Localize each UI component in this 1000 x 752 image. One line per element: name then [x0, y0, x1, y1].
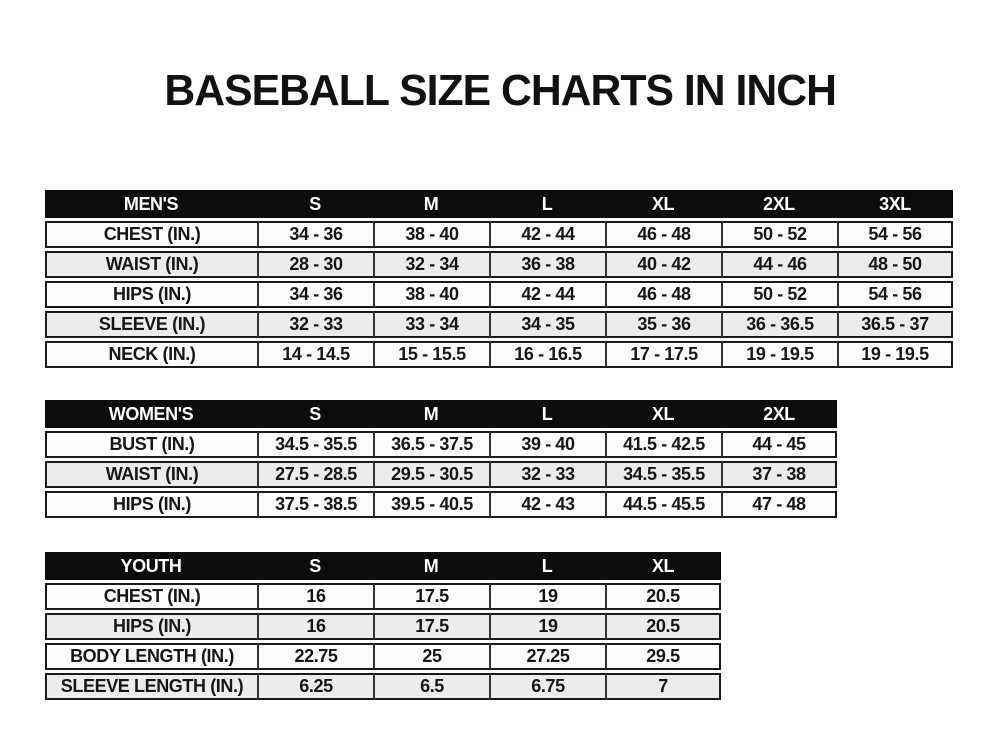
size-value: 34 - 35 [489, 311, 605, 338]
size-value: 7 [605, 673, 721, 700]
youth-row-sleeve-length [45, 673, 721, 700]
page-title: BASEBALL SIZE CHARTS IN INCH [164, 66, 836, 115]
mens-row-sleeve [45, 311, 953, 338]
size-table-youth [45, 549, 721, 703]
size-value: 40 - 42 [605, 251, 721, 278]
size-value: 16 - 16.5 [489, 341, 605, 368]
size-value: 46 - 48 [605, 281, 721, 308]
measure-label: CHEST (IN.) [45, 583, 257, 610]
size-value: 32 - 33 [257, 311, 373, 338]
size-value: 42 - 43 [489, 491, 605, 518]
size-value: 50 - 52 [721, 221, 837, 248]
size-value: 35 - 36 [605, 311, 721, 338]
youth-header-row [45, 552, 721, 580]
size-value: 22.75 [257, 643, 373, 670]
size-value: 27.25 [489, 643, 605, 670]
size-value: 15 - 15.5 [373, 341, 489, 368]
size-value: 6.75 [489, 673, 605, 700]
womens-row-waist [45, 461, 837, 488]
size-value: 42 - 44 [489, 221, 605, 248]
size-value: 54 - 56 [837, 281, 953, 308]
size-table-mens [45, 187, 953, 371]
size-value: 16 [257, 583, 373, 610]
size-value: 17 - 17.5 [605, 341, 721, 368]
size-value: 25 [373, 643, 489, 670]
size-value: 28 - 30 [257, 251, 373, 278]
mens-header-row [45, 190, 953, 218]
measure-label: BUST (IN.) [45, 431, 257, 458]
size-value: 29.5 [605, 643, 721, 670]
size-value: 34.5 - 35.5 [605, 461, 721, 488]
size-value: 17.5 [373, 583, 489, 610]
womens-col-2xl: 2XL [721, 400, 837, 428]
mens-col-3xl: 3XL [837, 190, 953, 218]
size-value: 19 - 19.5 [721, 341, 837, 368]
youth-row-body-length [45, 643, 721, 670]
youth-table-title: YOUTH [45, 552, 257, 580]
size-value: 34 - 36 [257, 281, 373, 308]
mens-table-title: MEN'S [45, 190, 257, 218]
size-value: 20.5 [605, 583, 721, 610]
size-value: 6.5 [373, 673, 489, 700]
size-value: 19 [489, 613, 605, 640]
size-value: 27.5 - 28.5 [257, 461, 373, 488]
mens-col-s: S [257, 190, 373, 218]
measure-label: BODY LENGTH (IN.) [45, 643, 257, 670]
size-value: 20.5 [605, 613, 721, 640]
size-value: 32 - 34 [373, 251, 489, 278]
size-value: 36 - 36.5 [721, 311, 837, 338]
size-value: 48 - 50 [837, 251, 953, 278]
size-value: 37.5 - 38.5 [257, 491, 373, 518]
size-value: 36 - 38 [489, 251, 605, 278]
womens-col-l: L [489, 400, 605, 428]
womens-header-row [45, 400, 837, 428]
measure-label: SLEEVE (IN.) [45, 311, 257, 338]
youth-col-l: L [489, 552, 605, 580]
youth-col-m: M [373, 552, 489, 580]
size-value: 34 - 36 [257, 221, 373, 248]
mens-col-l: L [489, 190, 605, 218]
size-value: 19 [489, 583, 605, 610]
size-table-womens [45, 397, 837, 521]
size-value: 14 - 14.5 [257, 341, 373, 368]
size-value: 50 - 52 [721, 281, 837, 308]
mens-col-xl: XL [605, 190, 721, 218]
womens-col-m: M [373, 400, 489, 428]
mens-row-waist [45, 251, 953, 278]
womens-col-s: S [257, 400, 373, 428]
measure-label: HIPS (IN.) [45, 281, 257, 308]
size-value: 38 - 40 [373, 221, 489, 248]
size-value: 34.5 - 35.5 [257, 431, 373, 458]
size-value: 42 - 44 [489, 281, 605, 308]
youth-col-s: S [257, 552, 373, 580]
measure-label: NECK (IN.) [45, 341, 257, 368]
size-value: 19 - 19.5 [837, 341, 953, 368]
size-value: 29.5 - 30.5 [373, 461, 489, 488]
measure-label: WAIST (IN.) [45, 461, 257, 488]
measure-label: WAIST (IN.) [45, 251, 257, 278]
title-container [0, 66, 1000, 116]
size-value: 38 - 40 [373, 281, 489, 308]
mens-row-neck [45, 341, 953, 368]
youth-row-hips [45, 613, 721, 640]
size-value: 16 [257, 613, 373, 640]
youth-col-xl: XL [605, 552, 721, 580]
size-value: 36.5 - 37.5 [373, 431, 489, 458]
size-value: 17.5 [373, 613, 489, 640]
mens-col-m: M [373, 190, 489, 218]
measure-label: HIPS (IN.) [45, 491, 257, 518]
size-value: 36.5 - 37 [837, 311, 953, 338]
size-value: 44 - 46 [721, 251, 837, 278]
size-value: 46 - 48 [605, 221, 721, 248]
size-value: 39 - 40 [489, 431, 605, 458]
mens-row-chest [45, 221, 953, 248]
measure-label: HIPS (IN.) [45, 613, 257, 640]
size-value: 39.5 - 40.5 [373, 491, 489, 518]
womens-table-title: WOMEN'S [45, 400, 257, 428]
size-value: 44 - 45 [721, 431, 837, 458]
measure-label: CHEST (IN.) [45, 221, 257, 248]
size-value: 37 - 38 [721, 461, 837, 488]
youth-row-chest [45, 583, 721, 610]
womens-col-xl: XL [605, 400, 721, 428]
mens-col-2xl: 2XL [721, 190, 837, 218]
size-value: 33 - 34 [373, 311, 489, 338]
size-value: 6.25 [257, 673, 373, 700]
size-value: 47 - 48 [721, 491, 837, 518]
womens-row-bust [45, 431, 837, 458]
womens-row-hips [45, 491, 837, 518]
size-value: 54 - 56 [837, 221, 953, 248]
size-value: 41.5 - 42.5 [605, 431, 721, 458]
size-value: 32 - 33 [489, 461, 605, 488]
mens-row-hips [45, 281, 953, 308]
size-value: 44.5 - 45.5 [605, 491, 721, 518]
measure-label: SLEEVE LENGTH (IN.) [45, 673, 257, 700]
